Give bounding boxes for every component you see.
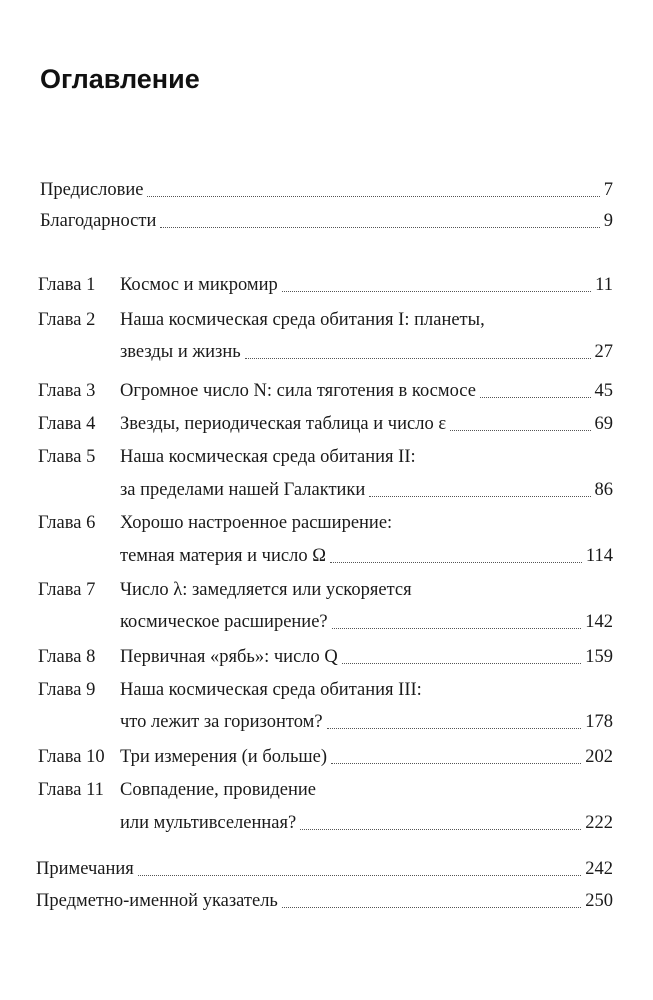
dot-leader xyxy=(369,496,590,497)
page-number: 222 xyxy=(585,813,613,833)
toc-entry-text: Огромное число N: сила тяготения в космосе xyxy=(120,381,476,401)
toc-line xyxy=(0,375,653,407)
toc-line xyxy=(0,205,653,237)
toc-entry-text: Благодарности xyxy=(40,211,157,231)
page-number: 114 xyxy=(585,546,613,566)
dot-leader xyxy=(450,430,590,431)
chapter-label: Глава 6 xyxy=(38,513,96,533)
toc-entry-text: Первичная «рябь»: число Q xyxy=(120,647,338,667)
chapter-label: Глава 9 xyxy=(38,680,96,700)
chapter-label: Глава 7 xyxy=(38,580,96,600)
toc-line xyxy=(0,774,653,806)
toc-entry-text: Космос и микромир xyxy=(120,275,278,295)
toc-line xyxy=(0,574,653,606)
toc-line xyxy=(0,853,653,885)
toc-entry-text: Три измерения (и больше) xyxy=(120,747,328,767)
chapter-label: Глава 8 xyxy=(38,647,96,667)
toc-line xyxy=(0,336,653,368)
page-number: 250 xyxy=(585,891,613,911)
page-number: 45 xyxy=(594,381,613,401)
toc-entry-text: Наша космическая среда обитания I: планеты, xyxy=(120,310,485,330)
toc-line xyxy=(0,474,653,506)
toc-entry-text: за пределами нашей Галактики xyxy=(120,480,366,500)
toc-entry-text: Наша космическая среда обитания II: xyxy=(120,447,416,467)
page-number: 242 xyxy=(585,859,613,879)
page-number: 27 xyxy=(594,342,613,362)
dot-leader xyxy=(330,562,582,563)
page-number: 11 xyxy=(595,275,613,295)
page-number: 142 xyxy=(585,612,613,632)
toc-line xyxy=(0,507,653,539)
dot-leader xyxy=(138,875,581,876)
toc-line xyxy=(0,741,653,773)
toc-entry-text: Предметно-именной указатель xyxy=(36,891,278,911)
chapter-label: Глава 1 xyxy=(38,275,96,295)
toc-line xyxy=(0,540,653,572)
toc-entry-text: Наша космическая среда обитания III: xyxy=(120,680,422,700)
dot-leader xyxy=(327,728,582,729)
toc-entry-text: темная материя и число Ω xyxy=(120,546,326,566)
page-number: 178 xyxy=(585,712,613,732)
page-number: 86 xyxy=(594,480,613,500)
toc-line xyxy=(0,674,653,706)
chapter-label: Глава 2 xyxy=(38,310,96,330)
dot-leader xyxy=(342,663,581,664)
dot-leader xyxy=(300,829,581,830)
dot-leader xyxy=(147,196,599,197)
toc-entry-text: Предисловие xyxy=(40,180,144,200)
page-number: 9 xyxy=(603,211,613,231)
dot-leader xyxy=(282,907,581,908)
page-title: Оглавление xyxy=(40,64,200,94)
toc-line xyxy=(0,606,653,638)
toc-line xyxy=(0,807,653,839)
chapter-label: Глава 11 xyxy=(38,780,104,800)
dot-leader xyxy=(331,763,581,764)
page-number: 7 xyxy=(603,180,613,200)
toc-entry-text: Число λ: замедляется или ускоряется xyxy=(120,580,412,600)
chapter-label: Глава 3 xyxy=(38,381,96,401)
toc-entry-text: Хорошо настроенное расширение: xyxy=(120,513,393,533)
page-number: 202 xyxy=(585,747,613,767)
dot-leader xyxy=(245,358,591,359)
dot-leader xyxy=(332,628,582,629)
toc-line xyxy=(0,441,653,473)
toc-line xyxy=(0,885,653,917)
toc-entry-text: космическое расширение? xyxy=(120,612,328,632)
chapter-label: Глава 5 xyxy=(38,447,96,467)
toc-line xyxy=(0,174,653,206)
toc-entry-text: Примечания xyxy=(36,859,134,879)
dot-leader xyxy=(282,291,591,292)
toc-line xyxy=(0,304,653,336)
page-number: 159 xyxy=(585,647,613,667)
dot-leader xyxy=(160,227,599,228)
chapter-label: Глава 10 xyxy=(38,747,105,767)
toc-entry-text: Совпадение, провидение xyxy=(120,780,316,800)
toc-entry-text: или мультивселенная? xyxy=(120,813,297,833)
toc-entry-text: Звезды, периодическая таблица и число ε xyxy=(120,414,447,434)
toc-line xyxy=(0,641,653,673)
toc-entry-text: звезды и жизнь xyxy=(120,342,241,362)
chapter-label: Глава 4 xyxy=(38,414,96,434)
toc-entry-text: что лежит за горизонтом? xyxy=(120,712,323,732)
dot-leader xyxy=(480,397,591,398)
toc-line xyxy=(0,706,653,738)
page-number: 69 xyxy=(594,414,613,434)
toc-line xyxy=(0,408,653,440)
toc-line xyxy=(0,269,653,301)
